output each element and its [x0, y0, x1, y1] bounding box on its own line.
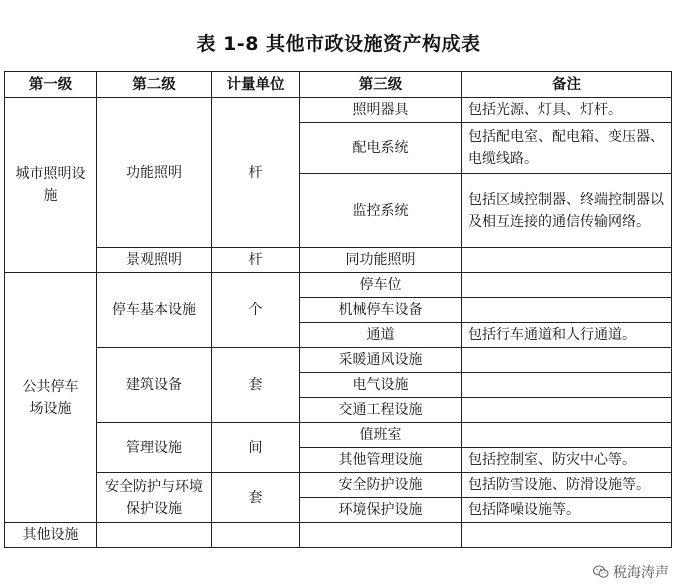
level2-cell: 管理设施 — [97, 423, 212, 473]
unit-cell: 个 — [212, 273, 300, 348]
level3-cell: 同功能照明 — [300, 248, 462, 273]
unit-cell: 套 — [212, 473, 300, 523]
header-unit: 计量单位 — [212, 72, 300, 98]
unit-cell — [212, 523, 300, 548]
table-row — [5, 348, 672, 373]
header-level3: 第三级 — [300, 72, 462, 98]
note-cell: 包括控制室、防灾中心等。 — [462, 448, 672, 473]
note-cell: 包括行车通道和人行通道。 — [462, 323, 672, 348]
note-cell: 包括防雪设施、防滑设施等。 — [462, 473, 672, 498]
note-cell — [462, 348, 672, 373]
table-header-row — [5, 72, 672, 98]
table-row — [5, 248, 672, 273]
level3-cell: 照明器具 — [300, 98, 462, 123]
unit-cell: 间 — [212, 423, 300, 473]
note-cell — [462, 248, 672, 273]
level1-cell: 其他设施 — [5, 523, 97, 548]
level2-cell — [97, 523, 212, 548]
level2-cell: 景观照明 — [97, 248, 212, 273]
unit-cell: 套 — [212, 348, 300, 423]
header-level2: 第二级 — [97, 72, 212, 98]
table-row — [5, 523, 672, 548]
watermark — [593, 562, 669, 582]
level3-cell: 电气设施 — [300, 373, 462, 398]
level3-cell: 其他管理设施 — [300, 448, 462, 473]
unit-cell: 杆 — [212, 248, 300, 273]
level3-cell: 安全防护设施 — [300, 473, 462, 498]
level2-cell: 安全防护与环境保护设施 — [97, 473, 212, 523]
level1-cell: 城市照明设施 — [5, 98, 97, 273]
level3-cell: 采暖通风设施 — [300, 348, 462, 373]
unit-cell: 杆 — [212, 98, 300, 248]
note-cell: 包括区域控制器、终端控制器以及相互连接的通信传输网络。 — [462, 174, 672, 248]
level2-cell: 停车基本设施 — [97, 273, 212, 348]
note-cell: 包括光源、灯具、灯杆。 — [462, 98, 672, 123]
level2-cell: 功能照明 — [97, 98, 212, 248]
level3-cell: 停车位 — [300, 273, 462, 298]
header-notes: 备注 — [462, 72, 672, 98]
level3-cell: 交通工程设施 — [300, 398, 462, 423]
table-row — [5, 98, 672, 123]
table-title: 表 1-8 其他市政设施资产构成表 — [196, 33, 481, 55]
note-cell — [462, 373, 672, 398]
level3-cell: 通道 — [300, 323, 462, 348]
asset-table — [4, 71, 672, 548]
level1-cell: 公共停车场设施 — [5, 273, 97, 523]
level3-cell: 机械停车设备 — [300, 298, 462, 323]
watermark-text: 税海涛声 — [613, 565, 669, 581]
note-cell — [462, 423, 672, 448]
level3-cell: 配电系统 — [300, 123, 462, 174]
table-row — [5, 423, 672, 448]
table-row — [5, 273, 672, 298]
wechat-icon — [593, 565, 609, 579]
level3-cell: 值班室 — [300, 423, 462, 448]
header-level1: 第一级 — [5, 72, 97, 98]
note-cell — [462, 523, 672, 548]
note-cell — [462, 298, 672, 323]
level3-cell: 监控系统 — [300, 174, 462, 248]
note-cell: 包括配电室、配电箱、变压器、电缆线路。 — [462, 123, 672, 174]
note-cell — [462, 398, 672, 423]
level2-cell: 建筑设备 — [97, 348, 212, 423]
level3-cell — [300, 523, 462, 548]
note-cell: 包括降噪设施等。 — [462, 498, 672, 523]
table-row — [5, 473, 672, 498]
note-cell — [462, 273, 672, 298]
level3-cell: 环境保护设施 — [300, 498, 462, 523]
